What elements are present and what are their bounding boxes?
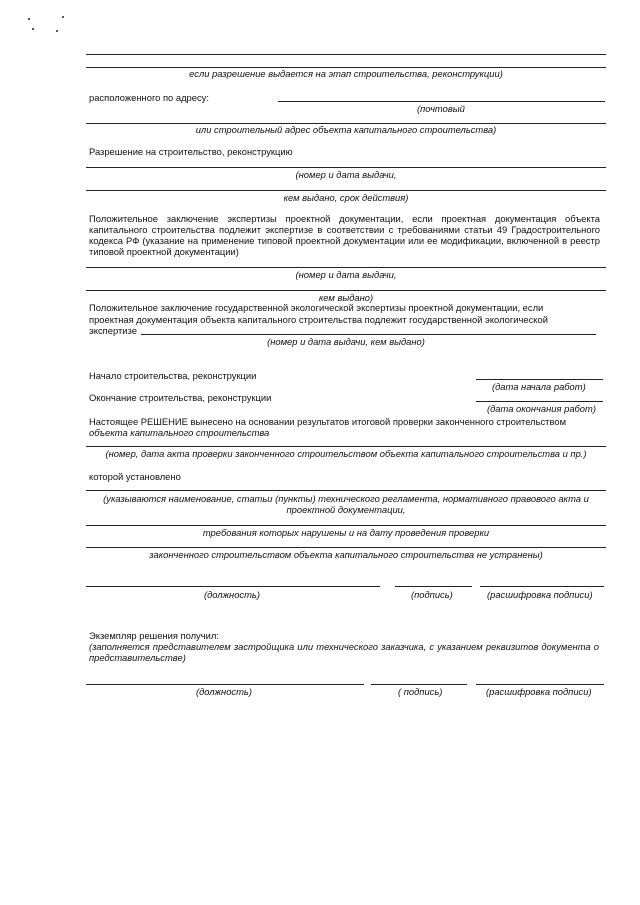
scan-speck (28, 18, 30, 20)
caption-expertise-issuer: кем выдано) (318, 292, 374, 303)
caption-fill-note: (заполняется представителем застройщика или технического заказчика, с указанием реквизитов документа о представительстве) (89, 641, 599, 663)
scan-speck (56, 30, 58, 32)
caption-start-date: (дата начала работ) (492, 381, 586, 392)
signature-line (86, 586, 380, 587)
scan-speck (32, 28, 34, 30)
label-end: Окончание строительства, реконструкции (89, 392, 272, 403)
signature-line (86, 684, 364, 685)
signature-line (395, 586, 472, 587)
field-line (86, 54, 606, 55)
field-line (86, 190, 606, 191)
caption-building-address: или строительный адрес объекта капитального строительства) (195, 124, 497, 135)
label-eco-3: экспертизе (89, 325, 137, 336)
field-line (86, 167, 606, 168)
caption-reg-1: (указываются наименование, статьи (пункты) технического регламента, нормативного правового акта и (103, 493, 589, 504)
caption-position-1: (должность) (204, 589, 260, 600)
label-decision-italic: объекта капитального строительства (89, 427, 270, 438)
field-line (86, 490, 606, 491)
caption-decoding-2: (расшифровка подписи) (486, 686, 592, 697)
caption-violated: требования которых нарушены и на дату проведения проверки (202, 527, 490, 538)
field-line (86, 290, 606, 291)
signature-line (371, 684, 467, 685)
caption-act: (номер, дата акта проверки законченного строительством объекта капитального строительства и пр.) (105, 448, 587, 459)
field-line (86, 547, 606, 548)
field-line (476, 401, 603, 402)
label-decision: Настоящее РЕШЕНИЕ вынесено на основании результатов итоговой проверки законченного строительством (89, 416, 567, 427)
field-line (86, 525, 606, 526)
signature-line (476, 684, 604, 685)
label-eco-1: Положительное заключение государственной экологической экспертизы проектной документации, если (89, 302, 544, 313)
caption-not-fixed: законченного строительством объекта капитального строительства не устранены) (149, 549, 543, 560)
label-expertise: Положительное заключение экспертизы проектной документации, если проектная документация объекта капитального строительства подлежит экспертизе в соответствии с требованиями статьи 49 Градостроительного кодекса РФ (указание на применение типовой проектной документации или ее модификации, включенной в реестр типовой проектной документации) (89, 213, 600, 257)
caption-signature-2: ( подпись) (398, 686, 443, 697)
caption-permit-issuer: кем выдано, срок действия) (283, 192, 409, 203)
field-line (86, 267, 606, 268)
signature-line (480, 586, 604, 587)
caption-permit-num-date: (номер и дата выдачи, (295, 169, 397, 180)
field-line (141, 334, 596, 335)
caption-decoding-1: (расшифровка подписи) (487, 589, 593, 600)
caption-eco-num: (номер и дата выдачи, кем выдано) (267, 336, 425, 347)
caption-stage: если разрешение выдается на этап строительства, реконструкции) (189, 68, 503, 79)
scan-speck (62, 16, 64, 18)
label-copy-received: Экземпляр решения получил: (89, 630, 219, 641)
caption-postal: (почтовый (417, 103, 465, 114)
caption-reg-2: проектной документации, (286, 504, 406, 515)
label-established: которой установлено (89, 471, 181, 482)
field-line (476, 379, 603, 380)
label-address: расположенного по адресу: (89, 92, 209, 103)
field-line (86, 446, 606, 447)
caption-position-2: (должность) (196, 686, 252, 697)
label-start: Начало строительства, реконструкции (89, 370, 257, 381)
caption-signature-1: (подпись) (411, 589, 453, 600)
caption-expertise-num-date: (номер и дата выдачи, (295, 269, 397, 280)
label-permit: Разрешение на строительство, реконструкцию (89, 146, 293, 157)
address-line (278, 101, 605, 102)
caption-end-date: (дата окончания работ) (487, 403, 596, 414)
label-eco-2: проектная документация объекта капитального строительства подлежит государственной экологической (89, 314, 548, 325)
